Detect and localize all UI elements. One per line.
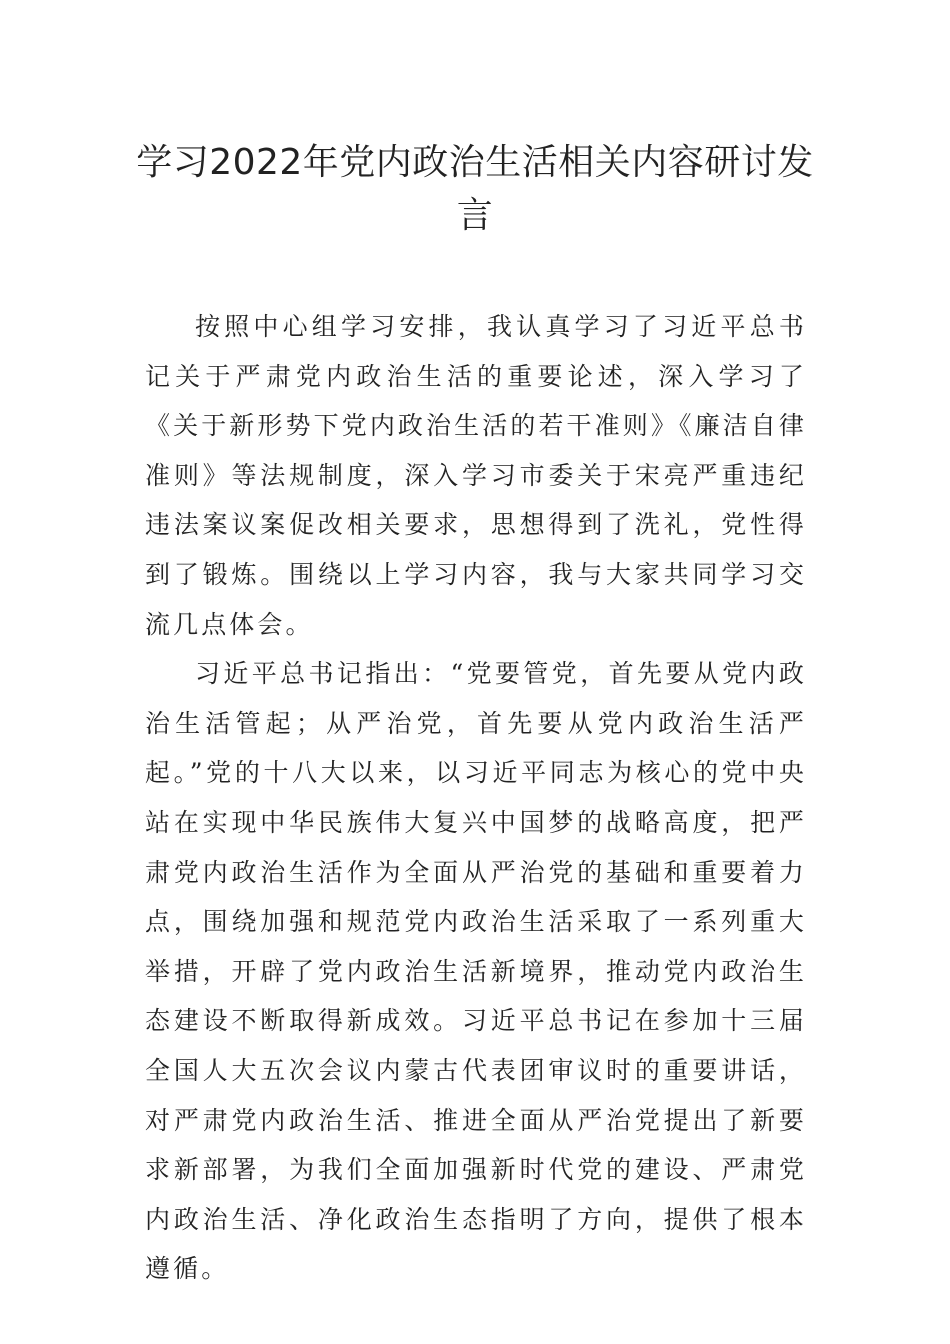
document-body: [145, 302, 807, 1294]
paragraph-1: 按照中心组学习安排，我认真学习了习近平总书记关于严肃党内政治生活的重要论述，深入学习了《关于新形势下党内政治生活的若干准则》《廉洁自律准则》等法规制度，深入学习市委关于宋亮严重违纪违法案议案促改相关要求，思想得到了洗礼，党性得到了锻炼。围绕以上学习内容，我与大家共同学习交流几点体会。: [145, 312, 807, 639]
document-title: 学习2022年党内政治生活相关内容研讨发言: [136, 142, 814, 236]
paragraph-2: 习近平总书记指出：“党要管党，首先要从党内政治生活管起；从严治党，首先要从党内政治生活严起。”党的十八大以来，以习近平同志为核心的党中央站在实现中华民族伟大复兴中国梦的战略高度，把严肃党内政治生活作为全面从严治党的基础和重要着力点，围绕加强和规范党内政治生活采取了一系列重大举措，开辟了党内政治生活新境界，推动党内政治生态建设不断取得新成效。习近平总书记在参加十三届全国人大五次会议内蒙古代表团审议时的重要讲话，对严肃党内政治生活、推进全面从严治党提出了新要求新部署，为我们全面加强新时代党的建设、严肃党内政治生活、净化政治生态指明了方向，提供了根本遵循。: [145, 659, 807, 1284]
